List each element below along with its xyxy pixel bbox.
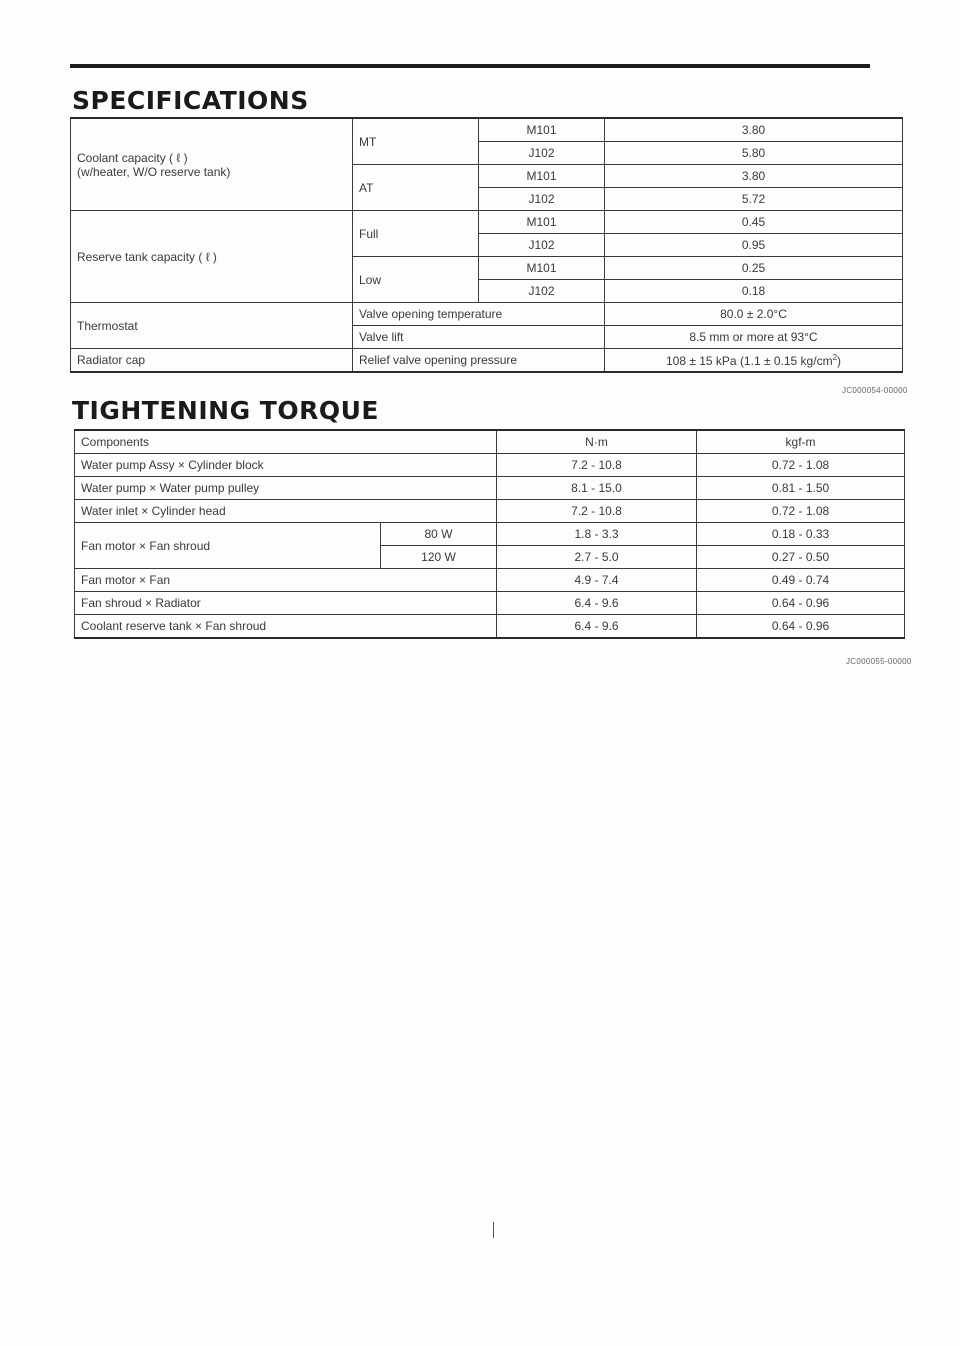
specifications-title: SPECIFICATIONS	[72, 86, 309, 115]
nm-cell: 1.8 - 3.3	[497, 523, 697, 546]
kgfm-cell: 0.18 - 0.33	[697, 523, 905, 546]
table-header-row	[75, 430, 905, 454]
component-cell: Coolant reserve tank × Fan shroud	[75, 615, 497, 639]
value-cell: 0.25	[605, 257, 903, 280]
model-cell: M101	[479, 211, 605, 234]
nm-cell: 7.2 - 10.8	[497, 500, 697, 523]
reserve-tank-label: Reserve tank capacity ( ℓ )	[71, 211, 353, 303]
model-cell: M101	[479, 118, 605, 142]
coolant-capacity-label: Coolant capacity ( ℓ ) (w/heater, W/O reserve tank)	[71, 118, 353, 211]
table-row	[75, 523, 905, 546]
kgfm-cell: 0.49 - 0.74	[697, 569, 905, 592]
value-cell: 8.5 mm or more at 93°C	[605, 326, 903, 349]
model-cell: M101	[479, 165, 605, 188]
nm-cell: 7.2 - 10.8	[497, 454, 697, 477]
kgfm-cell: 0.64 - 0.96	[697, 592, 905, 615]
nm-cell: 6.4 - 9.6	[497, 592, 697, 615]
table-row	[75, 500, 905, 523]
item-cell: Valve opening temperature	[353, 303, 605, 326]
specifications-table	[70, 117, 903, 373]
value-cell: 3.80	[605, 165, 903, 188]
header-nm: N·m	[497, 430, 697, 454]
mt-label: MT	[353, 118, 479, 165]
value-cell: 3.80	[605, 118, 903, 142]
nm-cell: 8.1 - 15.0	[497, 477, 697, 500]
component-cell: Fan motor × Fan	[75, 569, 497, 592]
component-cell: Water pump × Water pump pulley	[75, 477, 497, 500]
component-cell: Water inlet × Cylinder head	[75, 500, 497, 523]
value-cell: 80.0 ± 2.0°C	[605, 303, 903, 326]
at-label: AT	[353, 165, 479, 211]
item-cell: Relief valve opening pressure	[353, 349, 605, 373]
table-row	[71, 349, 903, 373]
kgfm-cell: 0.81 - 1.50	[697, 477, 905, 500]
table-row	[75, 569, 905, 592]
thermostat-label: Thermostat	[71, 303, 353, 349]
value-cell: 0.95	[605, 234, 903, 257]
nm-cell: 6.4 - 9.6	[497, 615, 697, 639]
model-cell: J102	[479, 234, 605, 257]
nm-cell: 4.9 - 7.4	[497, 569, 697, 592]
model-cell: J102	[479, 142, 605, 165]
table-row	[75, 615, 905, 639]
header-components: Components	[75, 430, 497, 454]
kgfm-cell: 0.64 - 0.96	[697, 615, 905, 639]
table-row	[75, 454, 905, 477]
header-kgfm: kgf-m	[697, 430, 905, 454]
document-code: JC000054-00000	[842, 386, 908, 395]
kgfm-cell: 0.72 - 1.08	[697, 454, 905, 477]
table-row	[75, 477, 905, 500]
table-row	[71, 211, 903, 234]
value-cell: 108 ± 15 kPa (1.1 ± 0.15 $kg/cm^2$)	[605, 349, 903, 373]
table-row	[71, 118, 903, 142]
radiator-cap-label: Radiator cap	[71, 349, 353, 373]
watt-cell: 120 W	[381, 546, 497, 569]
model-cell: J102	[479, 280, 605, 303]
value-cell: 5.80	[605, 142, 903, 165]
tightening-torque-title: TIGHTENING TORQUE	[72, 396, 379, 425]
low-label: Low	[353, 257, 479, 303]
table-row	[71, 303, 903, 326]
watt-cell: 80 W	[381, 523, 497, 546]
document-code: JC000055-00000	[846, 657, 912, 666]
top-rule	[70, 64, 870, 68]
full-label: Full	[353, 211, 479, 257]
page-mark	[493, 1222, 494, 1238]
component-cell: Fan shroud × Radiator	[75, 592, 497, 615]
nm-cell: 2.7 - 5.0	[497, 546, 697, 569]
kgfm-cell: 0.27 - 0.50	[697, 546, 905, 569]
component-cell: Water pump Assy × Cylinder block	[75, 454, 497, 477]
model-cell: J102	[479, 188, 605, 211]
model-cell: M101	[479, 257, 605, 280]
kgfm-cell: 0.72 - 1.08	[697, 500, 905, 523]
item-cell: Valve lift	[353, 326, 605, 349]
table-row	[75, 592, 905, 615]
value-cell: 0.45	[605, 211, 903, 234]
value-cell: 5.72	[605, 188, 903, 211]
value-cell: 0.18	[605, 280, 903, 303]
tightening-torque-table	[74, 429, 905, 639]
component-cell: Fan motor × Fan shroud	[75, 523, 381, 569]
